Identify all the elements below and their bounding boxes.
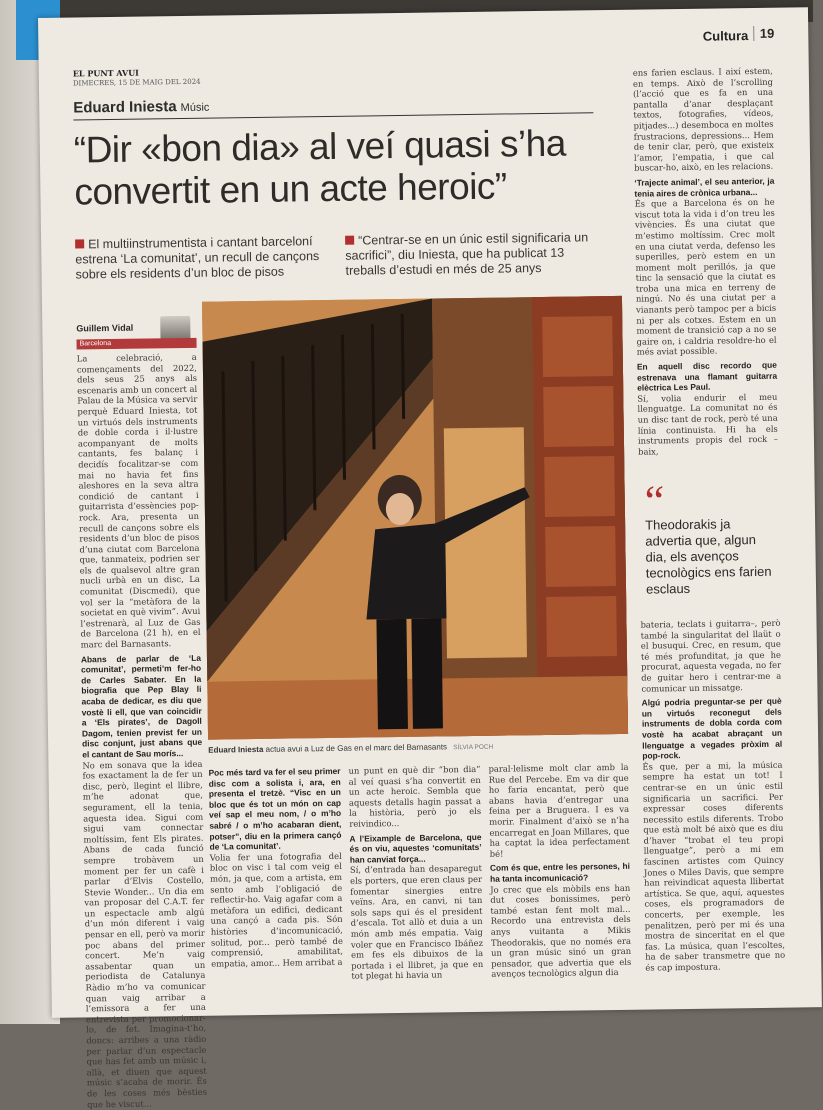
intro-paragraph: La celebració, a començaments del 2022, dels seus 25 anys als escenaris amb un concert al Palau de la Música va servir perquè Eduard Iniesta, tot un virtuós dels instruments de doble corda i il·lustre acompanyant de molts cantants, fes balanç i decidís focalitzar-se com mai no havia fet fins aleshores en la seva altra condició de cantant i guitarrista d’essències pop-rock. Ara, presenta un recull de cançons sobre els residents d’un bloc de pisos d’una ciutat com Barcelona que, tanmateix, podrien ser els de qualsevol altre gran nucli urbà en un disc, La comunitat (Discmedi), que vol ser la “metàfora de la societat en què vivim”. Avui l’estrenarà, al Luz de Gas de Barcelona (21 h), en el marc del Barnasants.: [76, 351, 201, 650]
city-tag: Barcelona: [76, 338, 196, 350]
answer-2-cont: un punt en què dir “bon dia” al veí quasi s’ha convertit en un acte heroic. Sembla que aquests detalls hagin passat a la història, però jo els reivindico...: [348, 763, 482, 829]
author-name: Eduard Iniesta: [73, 98, 177, 117]
question-3: A l’Eixample de Barcelona, que és on viu, aquestes ‘comunitats’ han canviat força...: [349, 831, 482, 865]
deck-right: [345, 230, 596, 278]
question-2: Poc més tard va fer el seu primer disc com a solista i, ara, en presenta el tretzè. “Visc en un bloc que és tot un món on cap veí sap el meu nom, / o m’ho sabré / o m’ho acabaran dient, potser”, diu en la primera cançó de ‘La comunitat’.: [208, 765, 342, 852]
bullet-square-icon: [345, 236, 354, 245]
bullet-square-icon: [75, 239, 84, 248]
article-author: [73, 98, 209, 117]
masthead-name: EL PUNT AVUI: [72, 67, 139, 79]
question-6: En aquell disc recordo que estrenava una flamant guitarra elèctrica Les Paul.: [636, 359, 778, 393]
article-photo: [202, 296, 628, 740]
answer-3-cont: paral·lelisme molt clar amb la Rue del Percebe. Em va dir que ho faria encantat, però que abans havia d’entregar una feina per a Bruguera. I es va morir. Finalment d’això se n’ha encarregat en Joan Millares, que ha captat la idea perfectament bé!: [488, 761, 630, 859]
answer-5: És que a Barcelona és on he viscut tota la vida i d’on treu les vivències. És una ciutat que m’estimo moltíssim. Crec molt en una ciutat verda, defenso les superilles, però estem en un moment molt perillós, ja que tinc la sensació que la ciutat es troba una mica en terreny de ningú. No és una ciutat per a vianants però tampoc per a bicis ni per als cotxes. Estem en un moment de transició cap a no se gaire on, i caldria resoldre-ho el més aviat possible.: [634, 196, 777, 358]
deck-right-text: “Centrar-se en un únic estil significaria un sacrifici”, diu Iniesta, que ha publicat 13 treballs d’estudi en més de 25 anys: [345, 230, 589, 278]
question-5: ‘Trajecte animal’, el seu anterior, ja tenia aires de crònica urbana...: [634, 175, 775, 199]
column-2: [208, 766, 343, 1008]
answer-7: És que, per a mi, la música sempre ha estat un tot! I centrar-se en un únic estil significaria un sacrifici. Per expressar coses diferents necessito estils diferents. Trobo que està molt bé això que es diu d’haver “trobat el teu propi llenguatge”, però a mi em fascinen artistes com Quincy Jones o Miles Davis, que sempre han reivindicat aquesta llibertat artística. Se que, aquí, aquestes coses, els programadors de concerts, per exemple, les penalitzen, però per mi és una mostra de sinceritat en el que fas. La música, quan l’escoltes, ha de saber transmetre que no és cap impostura.: [642, 759, 786, 973]
quote-mark-icon: “: [644, 476, 665, 526]
newspaper-page: [38, 7, 822, 1109]
answer-4: Jo crec que els mòbils ens han dut coses bonissimes, però també estan fent molt mal... Recordo una entrevista dels anys vuitanta a Mikis Theodorakis, que no només era un gran músic sinó un gran pensador, que advertia que els avenços tecnològics algun dia: [490, 882, 632, 980]
column-5-top: [633, 66, 779, 478]
column-1: [76, 351, 208, 1109]
answer-3: Sí, d’entrada han desaparegut els porters, que eren claus per fomentar sinergies entre veïns. Ara, en canvi, ni tan sols saps qui és el president d’escala. Tot allò et duia a un món amb més empatia. Vaig voler que en Francisco Ibáñez em fes els dibuixos de la portada i el llibret, ja que en tot plegat hi havia un: [349, 863, 484, 981]
column-5-bottom: [640, 618, 785, 1002]
pull-quote: Theodorakis ja advertia que, algun dia, els avenços tecnològics ens farien esclaus: [645, 516, 772, 597]
question-4: Com és que, entre les persones, hi ha tanta incomunicació?: [489, 861, 630, 884]
column-4: [488, 762, 631, 1004]
question-7: Algú podria preguntar-se per què un virtuós reconegut dels instruments de dobla corda com vostè ha acabat abraçant un llenguatge a vegades pròxim al pop-rock.: [641, 695, 783, 761]
author-role: Músic: [180, 101, 210, 115]
masthead-date: DIMECRES, 15 DE MAIG DEL 2024: [72, 77, 201, 88]
byline: Guillem Vidal: [76, 322, 134, 334]
answer-6-cont: bateria, teclats i guitarra–, però també la singularitat del llaüt o el busuqui. Crec, en resum, que té més profunditat, ja que he procurat, aquesta vegada, no fer de guitar hero i centrar-me a comunicar un missatge.: [640, 617, 782, 694]
answer-1: No em sonava que la idea fos exactament la de fer un disc, però, llegint el llibre, m’he adonat que, segurament, ell la tenia, aquesta idea. Sigui com sigui vam connectar moltíssim, fent Els pirates. Abans de cada funció sempre trobàvem un moment per fer un cafè i parlar d’Elvis Costello, Stevie Wonder... Un dia em van proposar del C.A.T. fer un espectacle amb algú d’un món diferent i vaig pensar en ell, però va morir poc abans del primer concert. Me’n vaig assabentar quan un periodista de Catalunya Ràdio m’ho va comunicar quan vaig arribar a l’emissora a fer una entrevista per promocionar-lo, de fet. Imagina-t’ho, doncs: arribes a una ràdio per parlar d’un espectacle que has fet amb un músic i, allà, et diuen que aquest músic s’acaba de morir. És de les coses més bèsties que he viscut...: [82, 758, 208, 1109]
column-3: [348, 764, 483, 1006]
masthead: [73, 68, 201, 89]
answer-6: Sí, volia endurir el meu llenguatge. La comunitat no és un disc tant de rock, però té una línia continuista. Hi ha els instruments propis del rock –baix,: [637, 391, 779, 457]
photo-caption: [208, 740, 628, 755]
headline: “Dir «bon dia» al veí quasi s’ha convertit en un acte heroic”: [73, 122, 567, 213]
section-label: Cultura: [702, 28, 749, 44]
photo-credit: SÍLVIA POCH: [453, 743, 494, 752]
deck-left-text: El multiinstrumentista i cantant barceloní estrena ‘La comunitat’, un recull de cançons sobre els residents d’un bloc de pisos: [75, 234, 320, 282]
photo-illustration: [202, 296, 628, 740]
page-number: 19: [753, 26, 775, 41]
answer-4-cont: ens farien esclaus. I així estem, en temps. Això de l’scrolling (l’acció que es fa en una pantalla d’anar desplaçant textos, fotografies, vídeos, pitjades...) desemboca en moltes frustracions, depressions... Hem de tenir clar, però, que existeix l’amor, l’empatia, i que cal buscar-ho, això, en les relacions.: [632, 65, 775, 174]
question-1: Abans de parlar de ‘La comunitat’, permeti’m fer-ho de Carles Sabater. En la biografia que Pep Blay li acaba de dedicar, es diu que vostè li ell, que van coincidir a ‘Els pirates’, de Dagoll Dagom, tenien previst fer un disc conjunt, just abans que el cantant de Sau morís...: [80, 652, 203, 760]
caption-name: Eduard Iniesta: [208, 744, 264, 755]
answer-2: Volia fer una fotografia del bloc on visc i tal com veig el món, ja que, com a artista, em sento amb l’obligació de reflectir-ho. Vaig agafar com a metàfora un edifici, dedicant una cançó a cada pis. Són històries d’incomunicació, solitud, por... però també de comprensió, amabilitat, empatia, amor... Hem arribat a: [209, 850, 344, 969]
deck-left: [75, 234, 326, 282]
caption-text: actua avui a Luz de Gas en el marc del Barnasants: [265, 742, 448, 754]
